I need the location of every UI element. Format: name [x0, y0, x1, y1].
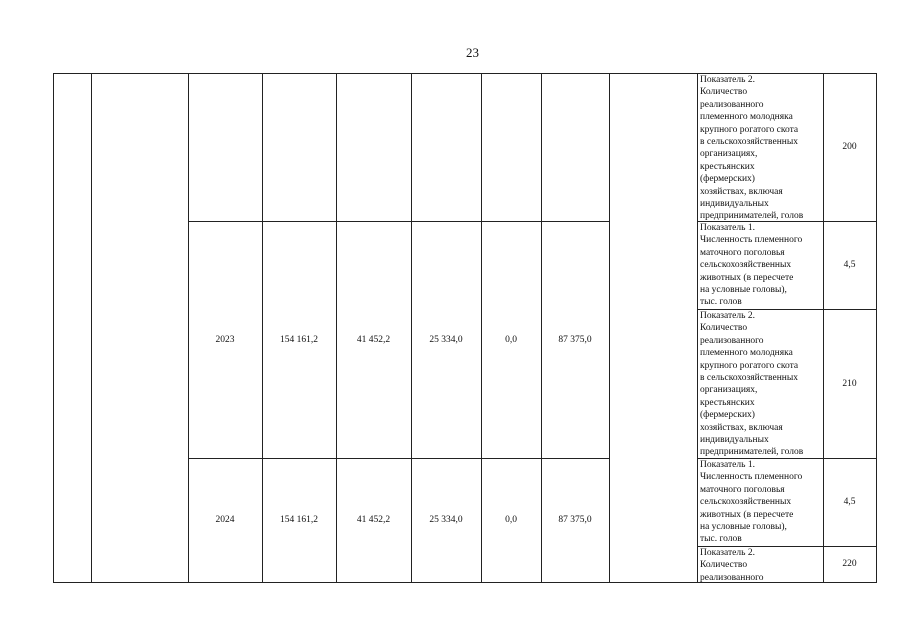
indicator-value: 210: [842, 378, 857, 389]
table-bottom-border: [53, 582, 877, 583]
indicator-value: 4,5: [843, 497, 856, 507]
indicator-line: крестьянских: [700, 397, 755, 408]
cell-regional: 25 334,0: [429, 334, 463, 345]
indicator-line: в сельскохозяйственных: [700, 373, 799, 384]
indicator-line: животных (в пересчете: [700, 272, 794, 283]
indicator-line: тыс. голов: [700, 297, 742, 308]
row-border: [188, 458, 609, 459]
cell-year: 2024: [215, 515, 235, 525]
indicator-line: реализованного: [700, 572, 764, 582]
cell-total: 154 161,2: [280, 334, 318, 345]
column-border: [541, 73, 542, 582]
indicator-line: индивидуальных: [700, 199, 769, 210]
cell-year: 2023: [215, 334, 235, 345]
indicator-line: индивидуальных: [700, 435, 769, 446]
column-border: [609, 73, 610, 582]
column-border: [91, 73, 92, 582]
indicator-line: реализованного: [700, 99, 764, 110]
column-border: [262, 73, 263, 582]
column-border: [53, 73, 54, 582]
indicator-line: на условные головы),: [700, 285, 787, 296]
row-border: [188, 221, 609, 222]
indicator-line: крестьянских: [700, 161, 755, 172]
indicator-line: (фермерских): [700, 174, 755, 185]
indicator-line: хозяйствах, включая: [700, 422, 783, 433]
column-border: [876, 73, 877, 582]
indicator-line: хозяйствах, включая: [700, 186, 783, 197]
indicator-line: маточного поголовья: [700, 247, 785, 258]
indicator-line: организациях,: [700, 149, 758, 160]
indicator-value: 4,5: [843, 260, 856, 270]
indicator-line: маточного поголовья: [700, 484, 785, 495]
indicator-text: [697, 309, 823, 458]
indicator-line: Показатель 2.: [700, 548, 755, 558]
indicator-line: Показатель 1.: [700, 460, 755, 470]
page-number: 23: [466, 45, 479, 60]
indicator-line: в сельскохозяйственных: [700, 137, 799, 148]
cell-total: 154 161,2: [280, 515, 318, 525]
indicator-value: 200: [842, 142, 857, 152]
column-border: [336, 73, 337, 582]
indicator-line: (фермерских): [700, 410, 755, 421]
column-border: [188, 73, 189, 582]
indicator-line: Численность племенного: [700, 235, 803, 246]
cell-federal: 41 452,2: [356, 515, 391, 525]
indicator-text: [697, 221, 823, 309]
indicator-line: Показатель 2.: [700, 311, 755, 321]
cell-local: 0,0: [505, 515, 517, 525]
indicator-line: Показатель 1.: [700, 223, 755, 233]
indicator-line: крупного рогатого скота: [700, 124, 799, 135]
column-border: [411, 73, 412, 582]
cell-local: 0,0: [505, 334, 517, 345]
column-border: [481, 73, 482, 582]
indicator-line: реализованного: [700, 335, 764, 346]
indicator-line: организациях,: [700, 385, 758, 396]
indicator-line: тыс. голов: [700, 534, 742, 545]
indicator-line: племенного молодняка: [700, 348, 793, 359]
indicator-line: Количество: [700, 323, 748, 334]
indicator-line: на условные головы),: [700, 522, 787, 533]
indicator-line: племенного молодняка: [700, 112, 793, 123]
indicator-line: предпринимателей, голов: [700, 447, 804, 458]
indicator-line: предпринимателей, голов: [700, 211, 804, 221]
indicator-line: Численность племенного: [700, 472, 803, 483]
indicator-text: [697, 458, 823, 546]
indicator-line: животных (в пересчете: [700, 509, 794, 520]
cell-regional: 25 334,0: [429, 515, 463, 525]
indicator-line: сельскохозяйственных: [700, 260, 792, 271]
indicator-text: [697, 73, 823, 221]
indicator-line: Количество: [700, 87, 748, 98]
indicator-text: [697, 546, 823, 582]
cell-federal: 41 452,2: [356, 334, 391, 345]
cell-extra: 87 375,0: [558, 334, 592, 345]
cell-extra: 87 375,0: [558, 515, 592, 525]
indicator-value: 220: [842, 559, 857, 569]
indicator-line: Количество: [700, 560, 748, 571]
indicator-line: сельскохозяйственных: [700, 497, 792, 508]
indicator-line: крупного рогатого скота: [700, 360, 799, 371]
indicator-line: Показатель 2.: [700, 75, 755, 85]
